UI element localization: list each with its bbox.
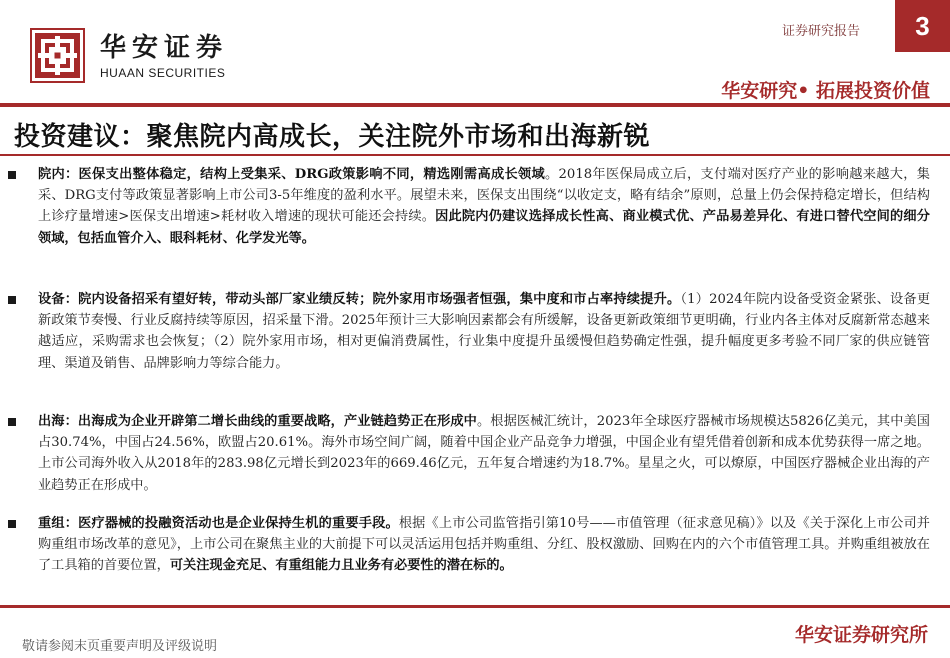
paragraph-lead: 出海：出海成为企业开辟第二增长曲线的重要战略，产业链趋势正在形成中	[38, 414, 477, 429]
header-divider	[0, 103, 950, 107]
title-divider	[0, 154, 950, 156]
footer-brand: 华安证券研究所	[794, 624, 928, 646]
header-slogan: 华安研究• 拓展投资价值	[721, 80, 930, 102]
paragraph-body: 。根据医械汇统计，2023年全球医疗器械市场规模达5826亿美元，其中美国占30.74%，中国占24.56%，欧盟占20.61%。海外市场空间广阔，随着中国企业产品竞争力增强，中国企业有望凭借着创新和成本优势获得一席之地。上市公司海外收入从2018年的283.98亿元增长到2023年的669.46亿元，五年复合增速约为18.7%。星星之火，可以燎原，中国医疗器械企业出海的产业趋势正在形成中。	[38, 414, 930, 493]
paragraph-lead: 设备：院内设备招采有望好转，带动头部厂家业绩反转；院外家用市场强者恒强，集中度和市占率持续提升。	[38, 292, 681, 307]
paragraph-equipment	[38, 289, 930, 374]
paragraph-lead: 院内：医保支出整体稳定，结构上受集采、DRG政策影响不同，精选刚需高成长领域	[38, 167, 546, 182]
bullet-square-icon	[8, 418, 16, 426]
paragraph-lead: 重组：医疗器械的投融资活动也是企业保持生机的重要手段。	[38, 516, 399, 531]
paragraph-conclusion: 可关注现金充足、有重组能力且业务有必要性的潜在标的。	[169, 558, 513, 574]
brand-name-en: HUAAN SECURITIES	[100, 66, 226, 80]
report-type-label: 证券研究报告	[782, 24, 861, 39]
bullet-square-icon	[8, 520, 16, 528]
disclaimer-note: 敬请参阅末页重要声明及评级说明	[22, 639, 218, 654]
page-number-badge: 3	[895, 0, 950, 52]
bullet-square-icon	[8, 296, 16, 304]
huaan-seal-icon	[30, 28, 85, 83]
paragraph-body: 根据《上市公司监管指引第10号——市值管理（征求意见稿）》以及《关于深化上市公司并购重组市场改革的意见》，上市公司在聚焦主业的大前提下可以灵活运用包括并购重组、分红、股权激励、回购在内的六个市值管理工具。并购重组被放在了工具箱的首要位置，	[38, 516, 930, 574]
paragraph-body: 。2018年医保局成立后，支付端对医疗产业的影响越来越大，集采、DRG支付等政策显著影响上市公司3-5年维度的盈利水平。展望未来，医保支出围绕“以收定支，略有结余”原则，总量上仍会保持稳定增长，但结构上诊疗量增速>医保支出增速>耗材收入增速的现状可能还会持续。	[38, 167, 930, 225]
brand-name-cn: 华安证券	[100, 33, 229, 63]
footer-divider	[0, 605, 950, 608]
paragraph-body: （1）2024年院内设备受资金紧张、设备更新政策节奏慢、行业反腐持续等原因，招采量下滑。2025年预计三大影响因素都会有所缓解，设备更新政策细节更明确，行业内各主体对反腐新常态越来越适应，采购需求也会恢复；（2）院外家用市场，相对更偏消费属性，行业集中度提升虽缓慢但趋势确定性强，提升幅度更多考验不同厂家的供应链管理、渠道及销售、品牌影响力等综合能力。	[38, 292, 931, 371]
bullet-square-icon	[8, 171, 16, 179]
paragraph-restructuring	[38, 513, 930, 577]
paragraph-conclusion: 因此院内仍建议选择成长性高、商业模式优、产品易差异化、有进口替代空间的细分领域，包括血管介入、眼科耗材、化学发光等。	[38, 209, 930, 246]
paragraph-hospital	[38, 164, 930, 249]
paragraph-overseas	[38, 411, 930, 496]
page-title: 投资建议：聚焦院内高成长，关注院外市场和出海新锐	[14, 122, 651, 152]
